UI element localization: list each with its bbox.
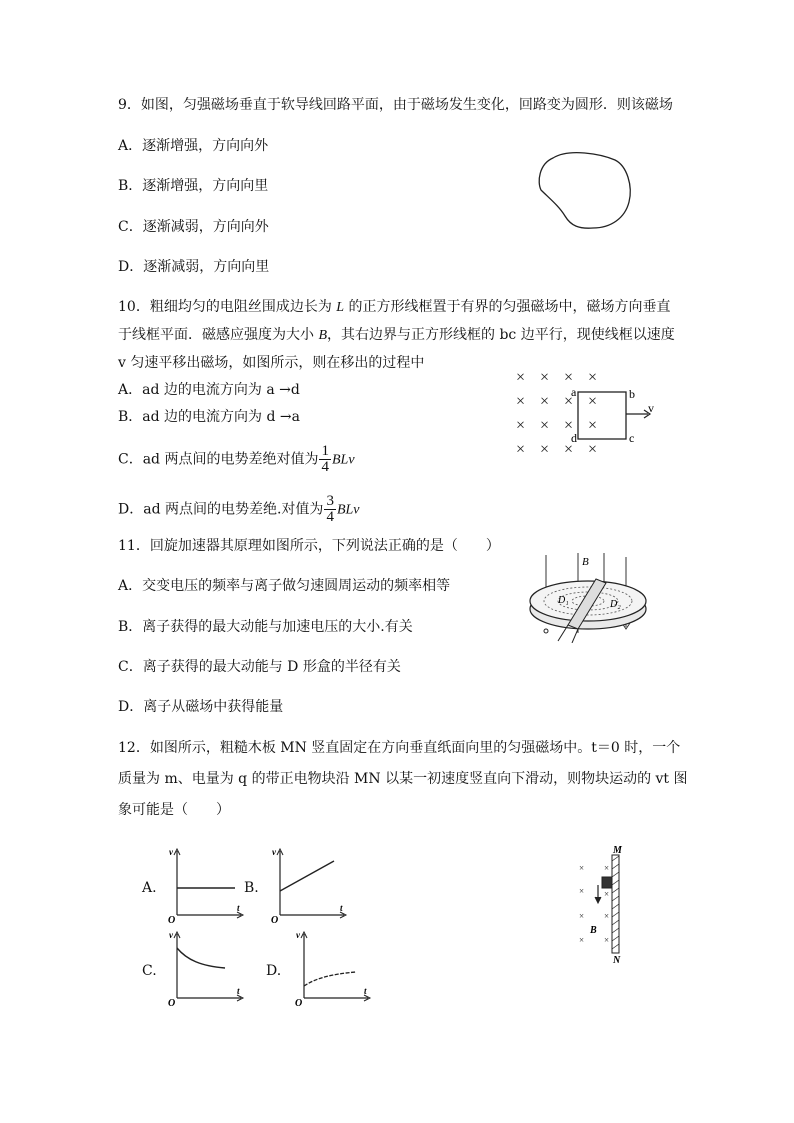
svg-text:×: × — [540, 393, 550, 410]
q11-option-c: C．离子获得的最大动能与 D 形盒的半径有关 — [118, 659, 401, 675]
graph-b-label: B. — [244, 880, 259, 896]
svg-text:×: × — [516, 417, 526, 434]
velocity-curve — [304, 972, 356, 986]
graph-d-label: D. — [266, 963, 282, 979]
svg-text:×: × — [604, 911, 610, 921]
q12-stem-line3: 象可能是（ ） — [118, 802, 230, 818]
q11-option-d: D．离子从磁场中获得能量 — [118, 699, 284, 715]
label-d2: D₂ — [610, 599, 621, 610]
svg-text:×: × — [588, 441, 598, 458]
q12-board-figure — [570, 845, 630, 965]
svg-text:t: t — [340, 903, 343, 913]
svg-text:×: × — [579, 863, 585, 873]
q9-option-d: D．逐渐减弱，方向向里 — [118, 259, 270, 275]
svg-text:×: × — [564, 393, 574, 410]
svg-text:×: × — [604, 889, 610, 899]
svg-text:×: × — [516, 393, 526, 410]
q9-option-b: B．逐渐增强，方向向里 — [118, 178, 269, 194]
charged-block — [602, 877, 612, 888]
q10-option-d: D．ad 两点间的电势差绝.对值为 $\frac{3}{4}$ BLv — [118, 493, 360, 525]
svg-text:t: t — [364, 986, 367, 996]
svg-text:v: v — [169, 847, 173, 857]
graph-c-label: C. — [142, 963, 157, 979]
svg-text:t: t — [237, 986, 240, 996]
svg-text:×: × — [540, 369, 550, 386]
q10-stem-line3: v 匀速平移出磁场，如图所示，则在移出的过程中 — [118, 355, 425, 371]
label-n: N — [613, 955, 621, 965]
q10-stem-line2: 于线框平面．磁感应强度为大小 B，其右边界与正方形线框的 bc 边平行，现使线框以速度 — [118, 327, 675, 343]
svg-text:×: × — [579, 935, 585, 945]
svg-text:×: × — [604, 935, 610, 945]
cross-mark: × — [516, 369, 526, 386]
q11-option-b: B．离子获得的最大动能与加速电压的大小.有关 — [118, 619, 413, 635]
svg-text:×: × — [588, 417, 598, 434]
svg-text:×: × — [564, 369, 574, 386]
svg-text:O: O — [295, 998, 303, 1008]
svg-text:×: × — [516, 441, 526, 458]
graph-c-decreasing-curve — [165, 928, 245, 1008]
svg-text:v: v — [296, 930, 300, 940]
graph-b-increasing-linear — [268, 845, 348, 925]
label-a: a — [571, 385, 577, 399]
q10-option-c: C．ad 两点间的电势差绝对值为 $\frac{1}{4}$ BLv — [118, 443, 355, 475]
svg-text:×: × — [604, 863, 610, 873]
label-d1: D₁ — [558, 595, 569, 606]
svg-text:×: × — [588, 393, 598, 410]
fraction-three-quarters: $\frac{3}{4}$ — [326, 493, 334, 525]
q10-square-frame-figure — [510, 362, 660, 462]
q9-option-c: C．逐渐减弱，方向向外 — [118, 219, 269, 235]
svg-text:v: v — [272, 847, 276, 857]
svg-text:×: × — [540, 417, 550, 434]
label-b-field: B — [582, 556, 589, 568]
svg-text:t: t — [237, 903, 240, 913]
svg-text:×: × — [564, 417, 574, 434]
label-b: b — [629, 387, 635, 401]
q12-stem-line1: 12．如图所示，粗糙木板 MN 竖直固定在方向垂直纸面向里的匀强磁场中。t＝0 时，一个 — [118, 740, 681, 756]
square-frame — [578, 392, 626, 439]
svg-text:×: × — [579, 911, 585, 921]
label-v: v — [648, 401, 654, 415]
q10-option-a: A．ad 边的电流方向为 a →d — [118, 382, 300, 398]
q9-loop-figure — [535, 150, 635, 232]
svg-text:×: × — [579, 886, 585, 896]
q9-option-a: A．逐渐增强，方向向外 — [118, 138, 269, 154]
q9-stem: 9．如图，匀强磁场垂直于软导线回路平面，由于磁场发生变化，回路变为圆形．则该磁场 — [118, 97, 673, 113]
label-d: d — [571, 431, 577, 445]
svg-text:O: O — [168, 998, 176, 1008]
velocity-curve — [280, 861, 334, 891]
q11-cyclotron-figure — [518, 553, 658, 643]
q10-stem-line1: 10．粗细均匀的电阻丝围成边长为 L 的正方形线框置于有界的匀强磁场中，磁场方向垂直 — [118, 299, 671, 315]
svg-text:×: × — [540, 441, 550, 458]
svg-text:v: v — [169, 930, 173, 940]
label-c: c — [629, 431, 635, 445]
q10-option-b: B．ad 边的电流方向为 d →a — [118, 409, 300, 425]
svg-text:×: × — [588, 369, 598, 386]
graph-d-increasing-curve — [292, 928, 372, 1008]
q12-stem-line2: 质量为 m、电量为 q 的带正电物块沿 MN 以某一初速度竖直向下滑动，则物块运动的 vt 图 — [118, 771, 688, 787]
magnetic-field-crosses — [516, 369, 597, 458]
velocity-curve — [177, 948, 225, 968]
svg-text:O: O — [271, 915, 279, 925]
fraction-one-quarter: $\frac{1}{4}$ — [321, 443, 329, 475]
q11-stem: 11．回旋加速器其原理如图所示，下列说法正确的是（ ） — [118, 538, 500, 554]
graph-a-constant-velocity — [165, 845, 245, 925]
q11-option-a: A．交变电压的频率与离子做匀速圆周运动的频率相等 — [118, 578, 451, 594]
svg-text:×: × — [564, 441, 574, 458]
label-b-field: B — [590, 925, 597, 936]
label-m: M — [613, 845, 622, 856]
svg-text:O: O — [168, 915, 176, 925]
graph-a-label: A. — [142, 880, 157, 896]
